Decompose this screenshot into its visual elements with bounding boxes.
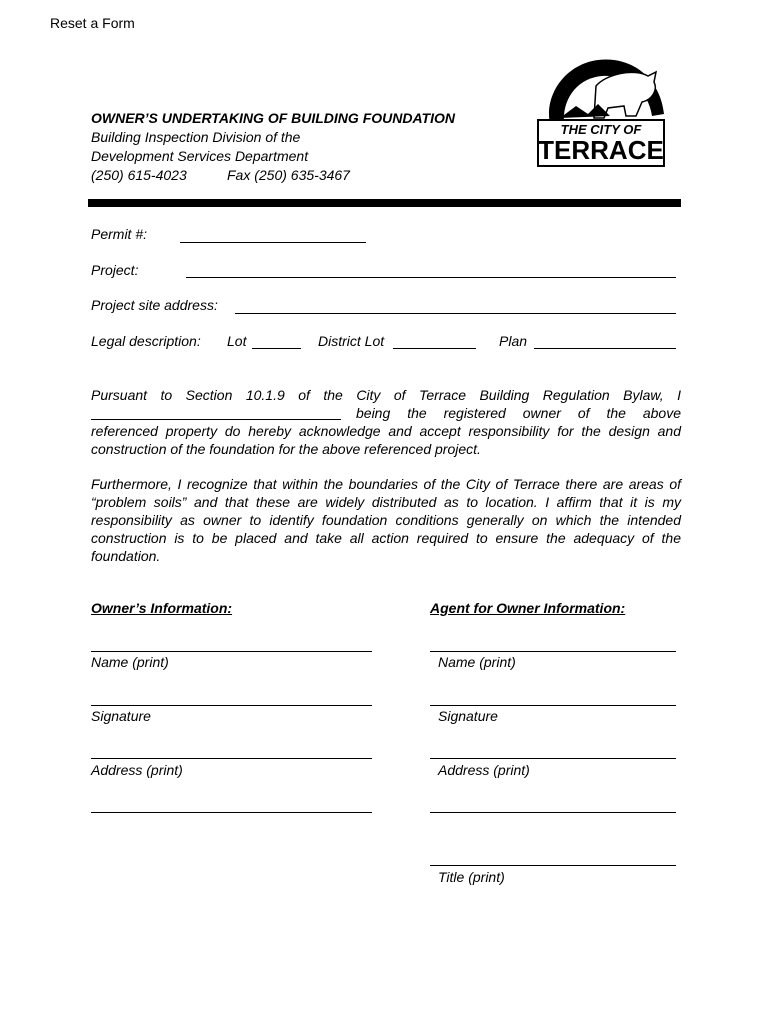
owner-address-input-2[interactable] bbox=[91, 794, 376, 814]
owner-address-input[interactable] bbox=[91, 740, 376, 760]
agent-signature-label: Signature bbox=[438, 708, 498, 724]
owner-signature-input[interactable] bbox=[91, 687, 376, 707]
paragraph1-line1: Pursuant to Section 10.1.9 of the City of Terrace Building Regulation Bylaw, I bbox=[91, 387, 681, 403]
agent-address-input[interactable] bbox=[430, 740, 680, 760]
owner-name-label: Name (print) bbox=[91, 654, 169, 670]
owner-info-heading: Owner’s Information: bbox=[91, 600, 233, 616]
agent-title-label: Title (print) bbox=[438, 869, 505, 885]
phone-number: (250) 615-4023 bbox=[91, 167, 187, 183]
lot-label: Lot bbox=[227, 333, 247, 349]
header-rule bbox=[88, 199, 681, 207]
owner-name-input[interactable] bbox=[91, 633, 376, 653]
plan-input[interactable] bbox=[534, 330, 680, 350]
department-line: Development Services Department bbox=[91, 148, 309, 164]
paragraph1-rest: referenced property do hereby acknowledge and accept responsibility for the design and construction of the foundation for the above referenced project. bbox=[91, 423, 681, 457]
paragraph2: Furthermore, I recognize that within the boundaries of the City of Terrace there are areas of “problem soils” and that these are widely distributed as to location. I affirm that it is my responsibility as owner to identify foundation conditions generally on which the intended construction is to be placed and take all action required to ensure the adequacy of the foundation. bbox=[91, 476, 681, 564]
lot-input[interactable] bbox=[252, 330, 305, 350]
agent-address-label: Address (print) bbox=[438, 762, 530, 778]
division-line: Building Inspection Division of the bbox=[91, 129, 301, 145]
logo-line1: THE CITY OF bbox=[560, 122, 642, 137]
fax-number: Fax (250) 635-3467 bbox=[227, 167, 350, 183]
project-label: Project: bbox=[91, 262, 139, 278]
owner-address-label: Address (print) bbox=[91, 762, 183, 778]
agent-signature-input[interactable] bbox=[430, 687, 680, 707]
district-lot-input[interactable] bbox=[393, 330, 480, 350]
form-title: OWNER’S UNDERTAKING OF BUILDING FOUNDATION bbox=[91, 110, 455, 126]
project-address-input[interactable] bbox=[235, 295, 680, 315]
legal-description-label: Legal description: bbox=[91, 333, 201, 349]
owner-name-inline-input[interactable] bbox=[91, 401, 345, 421]
district-lot-label: District Lot bbox=[318, 333, 385, 349]
logo-line2: TERRACE bbox=[538, 135, 664, 165]
reset-form-link[interactable]: Reset a Form bbox=[50, 15, 135, 31]
project-address-label: Project site address: bbox=[91, 297, 218, 313]
permit-label: Permit #: bbox=[91, 226, 148, 242]
city-of-terrace-logo bbox=[536, 56, 682, 170]
owner-signature-label: Signature bbox=[91, 708, 151, 724]
paragraph1-line2: being the registered owner of the above bbox=[356, 405, 681, 421]
permit-input[interactable] bbox=[180, 224, 370, 244]
plan-label: Plan bbox=[499, 333, 528, 349]
project-input[interactable] bbox=[186, 259, 680, 279]
agent-address-input-2[interactable] bbox=[430, 794, 680, 814]
agent-name-label: Name (print) bbox=[438, 654, 516, 670]
agent-name-input[interactable] bbox=[430, 633, 680, 653]
agent-info-heading: Agent for Owner Information: bbox=[430, 600, 626, 616]
agent-title-input[interactable] bbox=[430, 847, 680, 867]
